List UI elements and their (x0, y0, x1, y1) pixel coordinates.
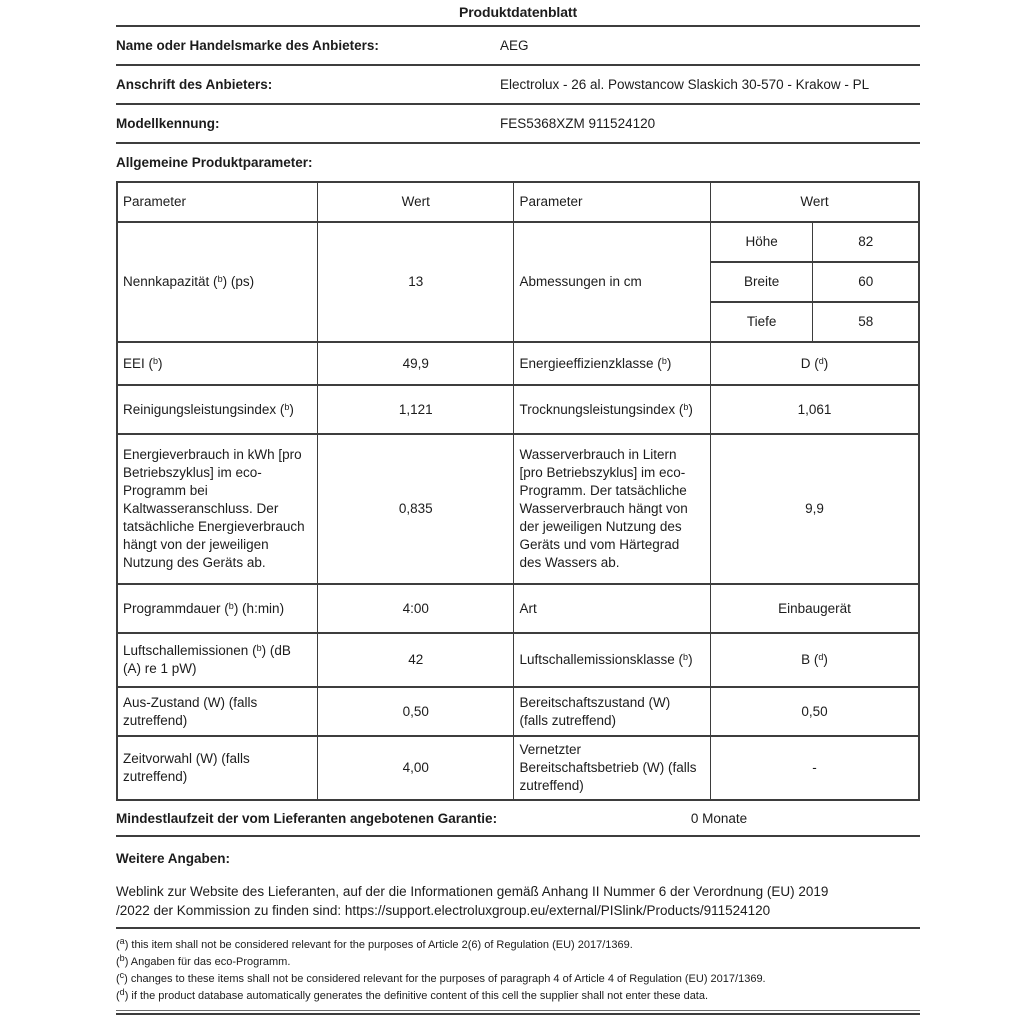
footnote-d: ($^d$) if the product database automatically generates the definitive content of this cell the supplier shall not enter these data. (116, 987, 709, 1002)
dimension-value: 60 (858, 274, 874, 289)
model-id-row (116, 105, 920, 144)
param-value: 4,00 (318, 736, 514, 800)
param-value: 42 (318, 633, 514, 687)
column-header: Parameter (117, 182, 318, 222)
footnotes (116, 929, 920, 1005)
dimension-name: Breite (711, 263, 813, 301)
param-label: Luftschallemissionsklasse ($^b$) (514, 633, 710, 687)
dimension-row (711, 261, 918, 301)
page-title: Produktdatenblatt (116, 0, 920, 27)
footnote-c: ($^c$) changes to these items shall not be considered relevant for the purposes of paragraph 4 of Article 4 of Regulation (EU) 2017/1369. (116, 970, 766, 985)
dimension-row (711, 301, 918, 341)
dimension-name: Tiefe (711, 303, 813, 341)
supplier-name-label: Name oder Handelsmarke des Anbieters: (116, 38, 379, 53)
supplier-address-value: Electrolux - 26 al. Powstancow Slaskich 30-570 - Krakow - PL (500, 77, 870, 92)
param-value: 4:00 (318, 584, 514, 633)
dimensions-cell (710, 222, 919, 342)
param-label: Wasserverbrauch in Litern [pro Betriebszyklus] im eco-Programm. Der tatsächliche Wasserverbrauch hängt von der jeweiligen Nutzung des Geräts und vom Härtegrad des Wassers ab. (514, 434, 710, 584)
param-value: 0,50 (710, 687, 919, 736)
supplier-address-row (116, 66, 920, 105)
param-label: Programmdauer ($^b$) (h:min) (117, 584, 318, 633)
dimension-value: 58 (858, 314, 874, 329)
table-row (117, 385, 919, 434)
weblink-line: /2022 der Kommission zu finden sind: https://support.electroluxgroup.eu/external/PISlink/Products/911524120 (116, 903, 771, 918)
table-header-row (117, 182, 919, 222)
param-value: B ($^d$) (710, 633, 919, 687)
table-row (117, 222, 919, 342)
column-header: Wert (318, 182, 514, 222)
guarantee-row (116, 801, 920, 837)
parameters-table (116, 181, 920, 801)
param-label: Nennkapazität ($^b$) (ps) (117, 222, 318, 342)
param-value: D ($^d$) (710, 342, 919, 385)
guarantee-value: 0 Monate (690, 810, 748, 826)
table-row (117, 633, 919, 687)
guarantee-label: Mindestlaufzeit der vom Lieferanten angebotenen Garantie: (116, 810, 498, 826)
param-value: 13 (318, 222, 514, 342)
param-value: 1,061 (710, 385, 919, 434)
param-label: Trocknungsleistungsindex ($^b$) (514, 385, 710, 434)
param-label: Energieeffizienzklasse ($^b$) (514, 342, 710, 385)
param-value: 0,835 (318, 434, 514, 584)
table-row (117, 342, 919, 385)
dimension-row (711, 223, 918, 261)
param-label: Bereitschaftszustand (W) (falls zutreffend) (514, 687, 710, 736)
param-value: 49,9 (318, 342, 514, 385)
param-label: Abmessungen in cm (514, 222, 710, 342)
footnote-a: ($^a$) this item shall not be considered relevant for the purposes of Article 2(6) of Regulation (EU) 2017/1369. (116, 936, 633, 951)
supplier-name-value: AEG (500, 38, 529, 53)
param-label: Zeitvorwahl (W) (falls zutreffend) (117, 736, 318, 800)
further-info-heading: Weitere Angaben: (116, 851, 231, 866)
param-value: - (710, 736, 919, 800)
dimension-name: Höhe (711, 223, 813, 261)
bottom-divider (116, 1010, 920, 1015)
param-label: Vernetzter Bereitschaftsbetrieb (W) (falls zutreffend) (514, 736, 710, 800)
table-row (117, 736, 919, 800)
table-row (117, 584, 919, 633)
model-id-label: Modellkennung: (116, 116, 220, 131)
model-id-value: FES5368XZM 911524120 (500, 116, 656, 131)
param-label: Reinigungsleistungsindex ($^b$) (117, 385, 318, 434)
product-datasheet (116, 0, 920, 1015)
supplier-address-label: Anschrift des Anbieters: (116, 77, 273, 92)
column-header: Wert (710, 182, 919, 222)
table-row (117, 434, 919, 584)
supplier-weblink-text (116, 873, 920, 929)
param-label: Luftschallemissionen ($^b$) (dB (A) re 1 pW) (117, 633, 318, 687)
supplier-name-row (116, 27, 920, 66)
general-parameters-heading: Allgemeine Produktparameter: (116, 155, 313, 170)
table-row (117, 687, 919, 736)
param-label: Art (514, 584, 710, 633)
param-value: 9,9 (710, 434, 919, 584)
param-label: EEI ($^b$) (117, 342, 318, 385)
column-header: Parameter (514, 182, 710, 222)
param-label: Aus-Zustand (W) (falls zutreffend) (117, 687, 318, 736)
param-value: 0,50 (318, 687, 514, 736)
param-value: 1,121 (318, 385, 514, 434)
param-label: Energieverbrauch in kWh [pro Betriebszyklus] im eco-Programm bei Kaltwasseranschluss. Der tatsächliche Energieverbrauch hängt von der jeweiligen Nutzung des Geräts ab. (117, 434, 318, 584)
weblink-line: Weblink zur Website des Lieferanten, auf der die Informationen gemäß Anhang II Nummer 6 der Verordnung (EU) 2019 (116, 884, 829, 899)
footnote-b: ($^b$) Angaben für das eco-Programm. (116, 953, 291, 968)
param-value: Einbaugerät (710, 584, 919, 633)
dimension-value: 82 (858, 234, 874, 249)
